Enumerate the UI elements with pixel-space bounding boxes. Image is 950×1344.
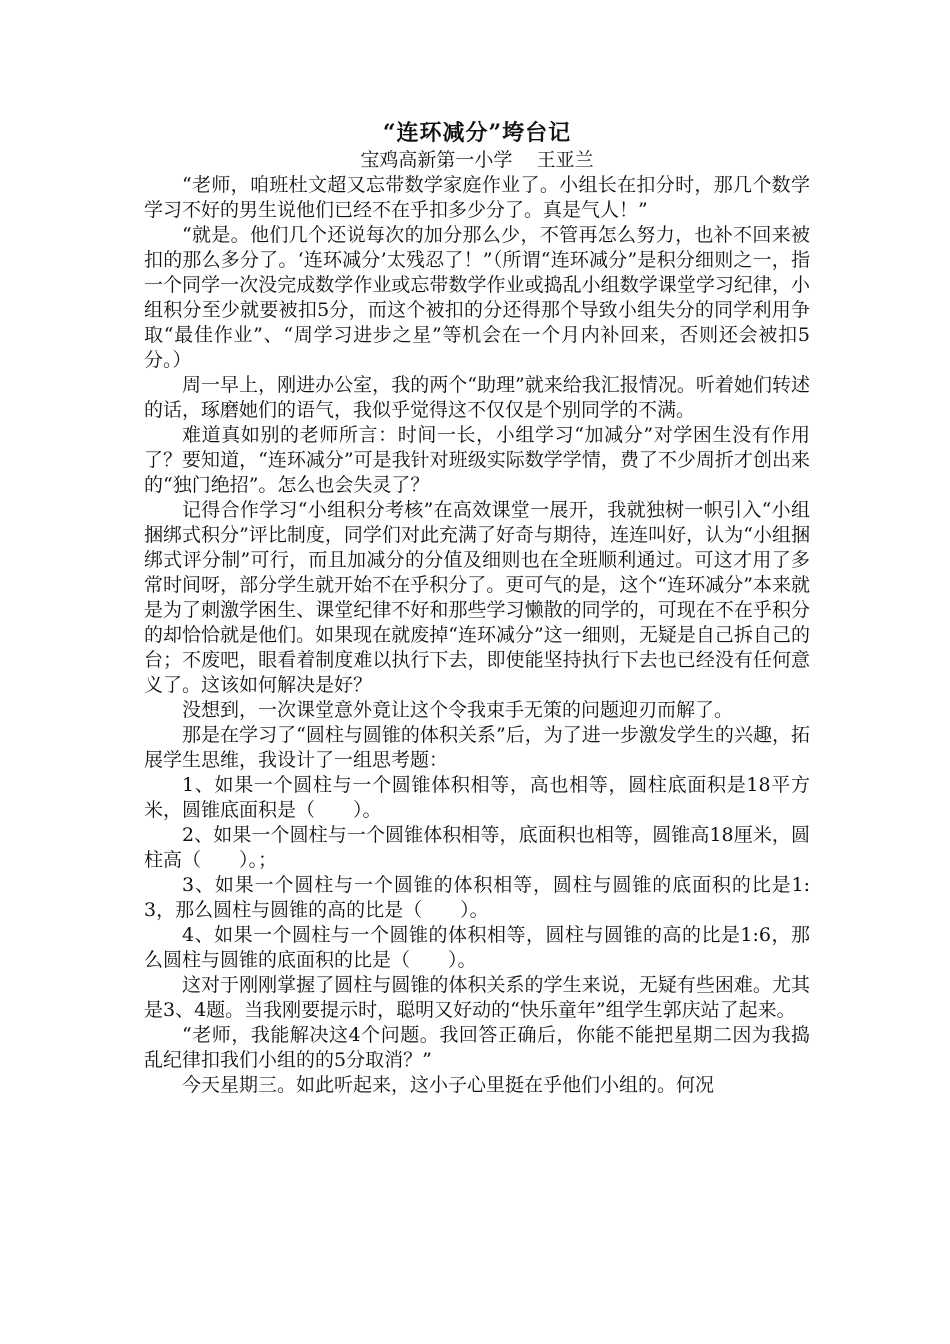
paragraph: “老师，我能解决这4个问题。我回答正确后，你能不能把星期二因为我捣乱纪律扣我们小组的的5分取消？” [144,1024,810,1071]
paragraph: 这对于刚刚掌握了圆柱与圆锥的体积关系的学生来说，无疑有些困难。尤其是3、4题。当我刚要提示时，聪明又好动的“快乐童年”组学生郭庆站了起来。 [144,974,810,1021]
question-item: 2、如果一个圆柱与一个圆锥体积相等，底面积也相等，圆锥高18厘米，圆柱高（ ）。； [144,824,810,871]
question-item: 4、如果一个圆柱与一个圆锥的体积相等，圆柱与圆锥的高的比是1:6，那么圆柱与圆锥的底面积的比是（ ）。 [144,924,810,971]
document-title: “连环减分”垮台记 [382,120,572,146]
author-line: 宝鸡高新第一小学 王亚兰 [360,149,594,171]
paragraph: 没想到，一次课堂意外竟让这个令我束手无策的问题迎刃而解了。 [182,699,734,721]
document-page [144,118,810,1098]
paragraph: 难道真如别的老师所言：时间一长，小组学习“加减分”对学困生没有作用了？要知道，“连环减分”可是我针对班级实际数学学情，费了不少周折才创出来的“独门绝招”。怎么也会失灵了？ [144,424,810,496]
paragraph: “就是。他们几个还说每次的加分那么少，不管再怎么努力，也补不回来被扣的那么多分了。‘连环减分’太残忍了！”（所谓“连环减分”是积分细则之一，指一个同学一次没完成数学作业或忘带数学作业或捣乱小组数学课堂学习纪律，小组积分至少就要被扣5分，而这个被扣的分还得那个导致小组失分的同学利用争取“最佳作业”、“周学习进步之星”等机会在一个月内补回来，否则还会被扣5分。） [144,224,810,371]
document-body [144,173,810,1098]
paragraph: 今天星期三。如此听起来，这小子心里挺在乎他们小组的。何况 [182,1074,715,1096]
paragraph: 记得合作学习“小组积分考核”在高效课堂一展开，我就独树一帜引入“小组捆绑式积分”评比制度，同学们对此充满了好奇与期待，连连叫好，认为“小组捆绑式评分制”可行，而且加减分的分值及细则也在全班顺利通过。可这才用了多常时间呀，部分学生就开始不在乎积分了。更可气的是，这个“连环减分”本来就是为了刺激学困生、课堂纪律不好和那些学习懒散的同学的，可现在不在乎积分的却恰恰就是他们。如果现在就废掉“连环减分”这一细则，无疑是自己拆自己的台；不废吧，眼看着制度难以执行下去，即使能坚持执行下去也已经没有任何意义了。这该如何解决是好？ [144,499,810,696]
paragraph: “老师，咱班杜文超又忘带数学家庭作业了。小组长在扣分时，那几个数学学习不好的男生说他们已经不在乎扣多少分了。真是气人！” [144,174,810,221]
paragraph: 那是在学习了“圆柱与圆锥的体积关系”后，为了进一步激发学生的兴趣，拓展学生思维，我设计了一组思考题： [144,724,810,771]
question-item: 3、如果一个圆柱与一个圆锥的体积相等，圆柱与圆锥的底面积的比是1:3，那么圆柱与圆锥的高的比是（ ）。 [144,874,810,921]
question-item: 1、如果一个圆柱与一个圆锥体积相等，高也相等，圆柱底面积是18平方米，圆锥底面积是（ ）。 [144,774,810,821]
paragraph: 周一早上，刚进办公室，我的两个“助理”就来给我汇报情况。听着她们转述的话，琢磨她们的语气，我似乎觉得这不仅仅是个别同学的不满。 [144,374,810,421]
